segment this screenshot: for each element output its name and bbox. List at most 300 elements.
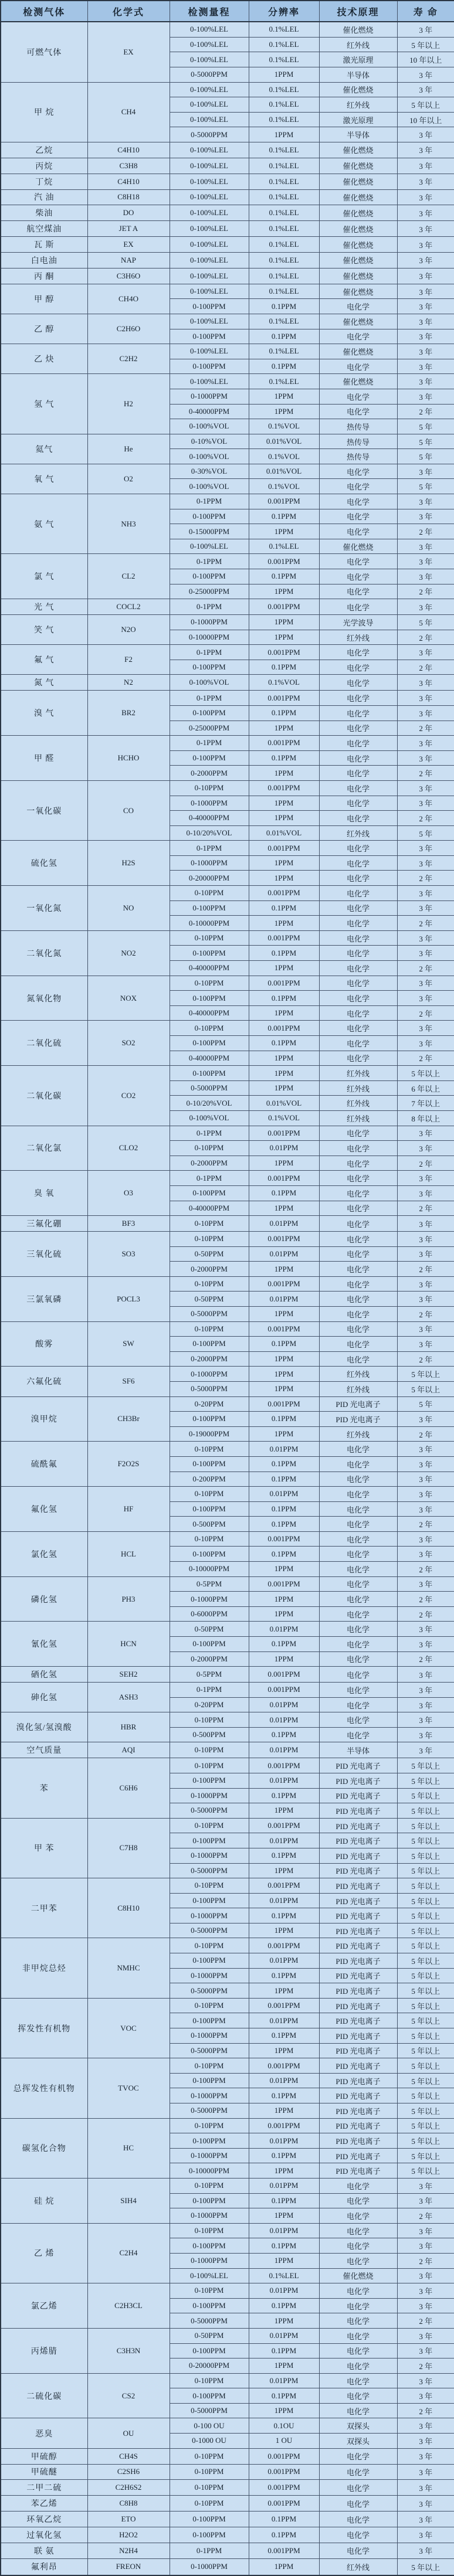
resolution-cell: 0.1%LEL [249, 344, 319, 359]
gas-name-cell: 一氧化氮 [1, 886, 87, 931]
lifetime-cell: 3 年 [397, 855, 454, 871]
range-cell: 0-100%LEL [170, 2268, 249, 2283]
principle-cell: 双探头 [319, 2434, 397, 2449]
lifetime-cell: 3 年 [397, 750, 454, 766]
principle-cell: 电化学 [319, 1276, 397, 1292]
table-row [1, 841, 454, 856]
principle-cell: 电化学 [319, 705, 397, 721]
principle-cell: 电化学 [319, 1683, 397, 1698]
range-cell: 0-5000PPM [170, 1863, 249, 1878]
table-row [1, 174, 454, 189]
range-cell: 0-10PPM [170, 780, 249, 796]
principle-cell: 电化学 [319, 961, 397, 976]
lifetime-cell: 3 年 [397, 359, 454, 374]
lifetime-cell: 2 年 [397, 916, 454, 931]
resolution-cell: 0.1PPM [249, 2343, 319, 2358]
principle-cell: 红外线 [319, 1096, 397, 1111]
range-cell: 0-20000PPM [170, 2358, 249, 2374]
principle-cell: PID 光电离子 [319, 2028, 397, 2044]
gas-name-cell: 氟利昂 [1, 2558, 87, 2575]
resolution-cell: 1PPM [249, 1863, 319, 1878]
principle-cell: 电化学 [319, 900, 397, 916]
resolution-cell: 1PPM [249, 1156, 319, 1171]
gas-name-cell: 酸雾 [1, 1321, 87, 1367]
formula-cell: HCHO [87, 736, 170, 781]
formula-cell: OU [87, 2418, 170, 2448]
lifetime-cell: 5 年以上 [397, 1066, 454, 1081]
gas-name-cell: 三氟化硼 [1, 1216, 87, 1232]
range-cell: 0-100%LEL [170, 158, 249, 174]
principle-cell: 催化燃烧 [319, 253, 397, 269]
principle-cell: 电化学 [319, 569, 397, 584]
principle-cell: 电化学 [319, 1005, 397, 1021]
resolution-cell: 0.1PPM [249, 1412, 319, 1427]
range-cell: 0-5000PPM [170, 1080, 249, 1096]
gas-name-cell: 乙烷 [1, 142, 87, 158]
lifetime-cell: 3 年 [397, 1232, 454, 1247]
resolution-cell: 0.1PPM [249, 2527, 319, 2543]
table-row [1, 2448, 454, 2464]
lifetime-cell: 3 年 [397, 189, 454, 205]
principle-cell: 电化学 [319, 1487, 397, 1502]
resolution-cell: 0.001PPM [249, 494, 319, 509]
range-cell: 0-10000PPM [170, 2163, 249, 2179]
range-cell: 0-10PPM [170, 886, 249, 901]
lifetime-cell: 3 年 [397, 1126, 454, 1141]
formula-cell: F2 [87, 645, 170, 675]
range-cell: 0-5PPM [170, 1576, 249, 1592]
range-cell: 0-5000PPM [170, 2043, 249, 2058]
principle-cell: 电化学 [319, 464, 397, 479]
principle-cell: PID 光电离子 [319, 1396, 397, 1412]
resolution-cell: 1PPM [249, 2208, 319, 2224]
lifetime-cell: 3 年 [397, 675, 454, 691]
resolution-cell: 0.1%LEL [249, 142, 319, 158]
range-cell: 0-2000PPM [170, 1351, 249, 1367]
principle-cell: 电化学 [319, 359, 397, 374]
resolution-cell: 0.1%LEL [249, 82, 319, 97]
lifetime-cell: 3 年 [397, 2512, 454, 2527]
range-cell: 0-1000PPM [170, 2253, 249, 2268]
lifetime-cell: 3 年 [397, 221, 454, 237]
range-cell: 0-100PPM [170, 2298, 249, 2313]
lifetime-cell: 3 年 [397, 569, 454, 584]
principle-cell: 电化学 [319, 2193, 397, 2208]
principle-cell: 电化学 [319, 2464, 397, 2480]
formula-cell: N2H4 [87, 2543, 170, 2558]
range-cell: 0-5000PPM [170, 2103, 249, 2119]
resolution-cell: 0.1PPM [249, 1471, 319, 1487]
range-cell: 0-10PPM [170, 2058, 249, 2074]
range-cell: 0-100PPM [170, 1773, 249, 1788]
lifetime-cell: 5 年以上 [397, 2043, 454, 2058]
lifetime-cell: 2 年 [397, 630, 454, 645]
gas-name-cell: 联 氨 [1, 2543, 87, 2558]
formula-cell: JET A [87, 221, 170, 237]
lifetime-cell: 5 年 [397, 825, 454, 841]
lifetime-cell: 2 年 [397, 811, 454, 826]
principle-cell: 催化燃烧 [319, 237, 397, 253]
resolution-cell: 0.001PPM [249, 976, 319, 991]
range-cell: 0-10PPM [170, 1531, 249, 1547]
formula-cell: C8H8 [87, 2496, 170, 2512]
resolution-cell: 0.001PPM [249, 930, 319, 946]
column-header-formula: 化学式 [87, 1, 170, 22]
range-cell: 0-20PPM [170, 1697, 249, 1712]
formula-cell: SEH2 [87, 1667, 170, 1683]
lifetime-cell: 3 年 [397, 1337, 454, 1352]
range-cell: 0-100%LEL [170, 314, 249, 329]
lifetime-cell: 3 年 [397, 991, 454, 1006]
table-row [1, 1396, 454, 1412]
lifetime-cell: 3 年 [397, 82, 454, 97]
range-cell: 0-100PPM [170, 1953, 249, 1969]
lifetime-cell: 3 年 [397, 329, 454, 344]
gas-name-cell: 氮氧化物 [1, 976, 87, 1021]
table-row [1, 82, 454, 97]
principle-cell: PID 光电离子 [319, 2088, 397, 2103]
resolution-cell: 0.1%LEL [249, 158, 319, 174]
principle-cell: 电化学 [319, 796, 397, 811]
formula-cell: C2SH6 [87, 2464, 170, 2480]
lifetime-cell: 3 年 [397, 2223, 454, 2238]
table-row [1, 434, 454, 449]
resolution-cell: 0.1PPM [249, 1727, 319, 1742]
range-cell: 0-100PPM [170, 1185, 249, 1201]
range-cell: 0-100PPM [170, 1412, 249, 1427]
table-row [1, 1667, 454, 1683]
resolution-cell: 0.1PPM [249, 1501, 319, 1517]
resolution-cell: 1PPM [249, 67, 319, 82]
range-cell: 0-10PPM [170, 2464, 249, 2480]
formula-cell: HF [87, 1487, 170, 1532]
range-cell: 0-10PPM [170, 1276, 249, 1292]
lifetime-cell: 5 年以上 [397, 1983, 454, 1999]
range-cell: 0-100%LEL [170, 142, 249, 158]
gas-name-cell: 氮 气 [1, 675, 87, 691]
principle-cell: 电化学 [319, 1547, 397, 1562]
principle-cell: 电化学 [319, 1727, 397, 1742]
lifetime-cell: 3 年 [397, 2283, 454, 2299]
resolution-cell: 1PPM [249, 1262, 319, 1277]
range-cell: 0-100PPM [170, 1833, 249, 1848]
range-cell: 0-10PPM [170, 2283, 249, 2299]
lifetime-cell: 3 年 [397, 691, 454, 706]
resolution-cell: 1PPM [249, 1592, 319, 1607]
resolution-cell: 0.1%LEL [249, 374, 319, 389]
range-cell: 0-10PPM [170, 1998, 249, 2013]
table-row [1, 2328, 454, 2343]
range-cell: 0-100PPM [170, 2073, 249, 2088]
table-row [1, 284, 454, 299]
gas-name-cell: 丙 酮 [1, 268, 87, 284]
range-cell: 0-10PPM [170, 1758, 249, 1773]
table-row [1, 1818, 454, 1833]
range-cell: 0-100PPM [170, 299, 249, 314]
range-cell: 0-10PPM [170, 1938, 249, 1953]
lifetime-cell: 2 年 [397, 584, 454, 599]
table-row [1, 189, 454, 205]
lifetime-cell: 3 年 [397, 705, 454, 721]
principle-cell: 电化学 [319, 1501, 397, 1517]
resolution-cell: 0.1%LEL [249, 37, 319, 52]
gas-name-cell: 三氯氧磷 [1, 1276, 87, 1321]
lifetime-cell: 3 年 [397, 464, 454, 479]
range-cell: 0-100PPM [170, 750, 249, 766]
lifetime-cell: 3 年 [397, 314, 454, 329]
lifetime-cell: 5 年以上 [397, 1803, 454, 1819]
principle-cell: PID 光电离子 [319, 1773, 397, 1788]
lifetime-cell: 3 年 [397, 1171, 454, 1186]
lifetime-cell: 3 年 [397, 1683, 454, 1698]
range-cell: 0-1000PPM [170, 1367, 249, 1382]
resolution-cell: 0.1PPM [249, 299, 319, 314]
gas-name-cell: 环氧乙烷 [1, 2512, 87, 2527]
resolution-cell: 1PPM [249, 2313, 319, 2329]
gas-name-cell: 乙 醇 [1, 314, 87, 344]
resolution-cell: 0.01PPM [249, 1697, 319, 1712]
principle-cell: 催化燃烧 [319, 158, 397, 174]
range-cell: 0-10PPM [170, 1818, 249, 1833]
resolution-cell: 0.01PPM [249, 2373, 319, 2388]
range-cell: 0-1PPM [170, 599, 249, 615]
lifetime-cell: 3 年 [397, 1697, 454, 1712]
gas-name-cell: 六氟化硫 [1, 1367, 87, 1396]
gas-name-cell: 柴油 [1, 205, 87, 221]
formula-cell: He [87, 434, 170, 464]
resolution-cell: 0.1%LEL [249, 174, 319, 189]
principle-cell: 电化学 [319, 1337, 397, 1352]
lifetime-cell: 5 年以上 [397, 2088, 454, 2103]
range-cell: 0-100PPM [170, 1893, 249, 1908]
lifetime-cell: 2 年 [397, 1517, 454, 1532]
table-row [1, 205, 454, 221]
formula-cell: CH4 [87, 82, 170, 142]
formula-cell: HC [87, 2118, 170, 2178]
principle-cell: PID 光电离子 [319, 2133, 397, 2149]
gas-name-cell: 氧 气 [1, 464, 87, 494]
table-row [1, 1232, 454, 1247]
resolution-cell: 1PPM [249, 1306, 319, 1321]
table-row [1, 1367, 454, 1382]
gas-name-cell: 氨 气 [1, 494, 87, 554]
formula-cell: NMHC [87, 1938, 170, 1998]
principle-cell: PID 光电离子 [319, 1893, 397, 1908]
resolution-cell: 0.1%LEL [249, 284, 319, 299]
resolution-cell: 0.001PPM [249, 736, 319, 751]
range-cell: 0-5000PPM [170, 1306, 249, 1321]
lifetime-cell: 5 年以上 [397, 1381, 454, 1396]
lifetime-cell: 3 年 [397, 930, 454, 946]
lifetime-cell: 5 年以上 [397, 1938, 454, 1953]
range-cell: 0-100PPM [170, 2133, 249, 2149]
lifetime-cell: 3 年 [397, 1021, 454, 1036]
lifetime-cell: 3 年 [397, 67, 454, 82]
resolution-cell: 0.1OU [249, 2418, 319, 2434]
resolution-cell: 0.001PPM [249, 1878, 319, 1894]
resolution-cell: 0.1%LEL [249, 314, 319, 329]
range-cell: 0-5PPM [170, 1667, 249, 1683]
lifetime-cell: 2 年 [397, 1651, 454, 1667]
principle-cell: 红外线 [319, 1080, 397, 1096]
principle-cell: 电化学 [319, 1351, 397, 1367]
principle-cell: 激光原理 [319, 112, 397, 127]
principle-cell: 电化学 [319, 2543, 397, 2558]
principle-cell: 电化学 [319, 2388, 397, 2404]
principle-cell: 电化学 [319, 841, 397, 856]
principle-cell: 电化学 [319, 479, 397, 494]
resolution-cell: 0.001PPM [249, 2496, 319, 2512]
range-cell: 0-19000PPM [170, 1426, 249, 1442]
resolution-cell: 0.1%LEL [249, 268, 319, 284]
principle-cell: 红外线 [319, 1381, 397, 1396]
principle-cell: 催化燃烧 [319, 189, 397, 205]
gas-name-cell: 过氧化氢 [1, 2527, 87, 2543]
range-cell: 0-1000PPM [170, 2558, 249, 2575]
principle-cell: PID 光电离子 [319, 2073, 397, 2088]
formula-cell: C4H10 [87, 174, 170, 189]
principle-cell: 电化学 [319, 1592, 397, 1607]
formula-cell: PH3 [87, 1576, 170, 1622]
formula-cell: VOC [87, 1998, 170, 2058]
resolution-cell: 0.01PPM [249, 1487, 319, 1502]
range-cell: 0-5000PPM [170, 1923, 249, 1938]
principle-cell: PID 光电离子 [319, 1908, 397, 1923]
formula-cell: CO [87, 780, 170, 840]
principle-cell: 激光原理 [319, 52, 397, 67]
gas-name-cell: 碳氢化合物 [1, 2118, 87, 2178]
lifetime-cell: 3 年 [397, 1622, 454, 1637]
principle-cell: 电化学 [319, 1712, 397, 1728]
resolution-cell: 1PPM [249, 1051, 319, 1066]
principle-cell: 电化学 [319, 1697, 397, 1712]
principle-cell: 电化学 [319, 2313, 397, 2329]
resolution-cell: 0.01%VOL [249, 464, 319, 479]
range-cell: 0-100PPM [170, 2388, 249, 2404]
lifetime-cell: 3 年 [397, 1471, 454, 1487]
gas-name-cell: 甲 醛 [1, 736, 87, 781]
resolution-cell: 0.001PPM [249, 2464, 319, 2480]
range-cell: 0-100PPM [170, 2527, 249, 2543]
lifetime-cell: 5 年以上 [397, 1923, 454, 1938]
table-row [1, 2527, 454, 2543]
table-row [1, 675, 454, 691]
table-row [1, 599, 454, 615]
range-cell: 0-1000PPM [170, 1848, 249, 1863]
resolution-cell: 0.1%VOL [249, 449, 319, 464]
range-cell: 0-40000PPM [170, 1201, 249, 1216]
table-row [1, 2283, 454, 2299]
gas-name-cell: 硫酰氟 [1, 1442, 87, 1487]
lifetime-cell: 3 年 [397, 2464, 454, 2480]
lifetime-cell: 3 年 [397, 268, 454, 284]
lifetime-cell: 3 年 [397, 539, 454, 554]
principle-cell: 电化学 [319, 494, 397, 509]
header-row [1, 1, 454, 22]
range-cell: 0-100%LEL [170, 97, 249, 113]
resolution-cell: 0.1PPM [249, 660, 319, 675]
resolution-cell: 0.001PPM [249, 1758, 319, 1773]
formula-cell: POCL3 [87, 1276, 170, 1321]
gas-name-cell: 空气质量 [1, 1742, 87, 1758]
principle-cell: 电化学 [319, 404, 397, 419]
resolution-cell: 0.1PPM [249, 1547, 319, 1562]
lifetime-cell: 3 年 [397, 2418, 454, 2434]
lifetime-cell: 3 年 [397, 1321, 454, 1337]
principle-cell: 催化燃烧 [319, 284, 397, 299]
range-cell: 0-100PPM [170, 1066, 249, 1081]
resolution-cell: 1PPM [249, 2163, 319, 2179]
principle-cell: 电化学 [319, 2208, 397, 2224]
range-cell: 0-100PPM [170, 946, 249, 961]
gas-name-cell: 汽 油 [1, 189, 87, 205]
formula-cell: C2H3CL [87, 2283, 170, 2329]
range-cell: 0-100%VOL [170, 1110, 249, 1126]
principle-cell: PID 光电离子 [319, 1968, 397, 1983]
principle-cell: 电化学 [319, 2448, 397, 2464]
principle-cell: 半导体 [319, 67, 397, 82]
range-cell: 0-2000PPM [170, 1156, 249, 1171]
range-cell: 0-1000 OU [170, 2434, 249, 2449]
range-cell: 0-10PPM [170, 1878, 249, 1894]
resolution-cell: 0.1PPM [249, 1517, 319, 1532]
range-cell: 0-1000PPM [170, 2028, 249, 2044]
lifetime-cell: 5 年以上 [397, 1367, 454, 1382]
principle-cell: 催化燃烧 [319, 142, 397, 158]
range-cell: 0-10000PPM [170, 1562, 249, 1577]
table-row [1, 1938, 454, 1953]
table-row [1, 314, 454, 329]
table-row [1, 1531, 454, 1547]
principle-cell: 半导体 [319, 127, 397, 142]
formula-cell: C8H18 [87, 189, 170, 205]
principle-cell: 红外线 [319, 97, 397, 113]
range-cell: 0-10PPM [170, 2118, 249, 2133]
table-row [1, 645, 454, 660]
lifetime-cell: 3 年 [397, 1531, 454, 1547]
principle-cell: PID 光电离子 [319, 1938, 397, 1953]
principle-cell: 电化学 [319, 2283, 397, 2299]
resolution-cell: 0.1%LEL [249, 253, 319, 269]
formula-cell: HBR [87, 1712, 170, 1742]
resolution-cell: 1PPM [249, 2403, 319, 2418]
resolution-cell: 0.1PPM [249, 1848, 319, 1863]
column-header-lifetime: 寿 命 [397, 1, 454, 22]
gas-name-cell: 恶臭 [1, 2418, 87, 2448]
resolution-cell: 0.1PPM [249, 991, 319, 1006]
principle-cell: 电化学 [319, 1156, 397, 1171]
range-cell: 0-100%LEL [170, 374, 249, 389]
principle-cell: 电化学 [319, 1246, 397, 1262]
resolution-cell: 1PPM [249, 766, 319, 781]
lifetime-cell: 2 年 [397, 1351, 454, 1367]
principle-cell: 催化燃烧 [319, 174, 397, 189]
lifetime-cell: 3 年 [397, 344, 454, 359]
lifetime-cell: 3 年 [397, 886, 454, 901]
lifetime-cell: 2 年 [397, 2313, 454, 2329]
range-cell: 0-100PPM [170, 1036, 249, 1051]
resolution-cell: 0.001PPM [249, 1818, 319, 1833]
range-cell: 0-40000PPM [170, 404, 249, 419]
principle-cell: 电化学 [319, 1456, 397, 1471]
range-cell: 0-10PPM [170, 2496, 249, 2512]
resolution-cell: 0.01%VOL [249, 1096, 319, 1111]
lifetime-cell: 3 年 [397, 299, 454, 314]
gas-name-cell: 氦气 [1, 434, 87, 464]
principle-cell: PID 光电离子 [319, 1833, 397, 1848]
resolution-cell: 0.001PPM [249, 1321, 319, 1337]
range-cell: 0-100%LEL [170, 189, 249, 205]
